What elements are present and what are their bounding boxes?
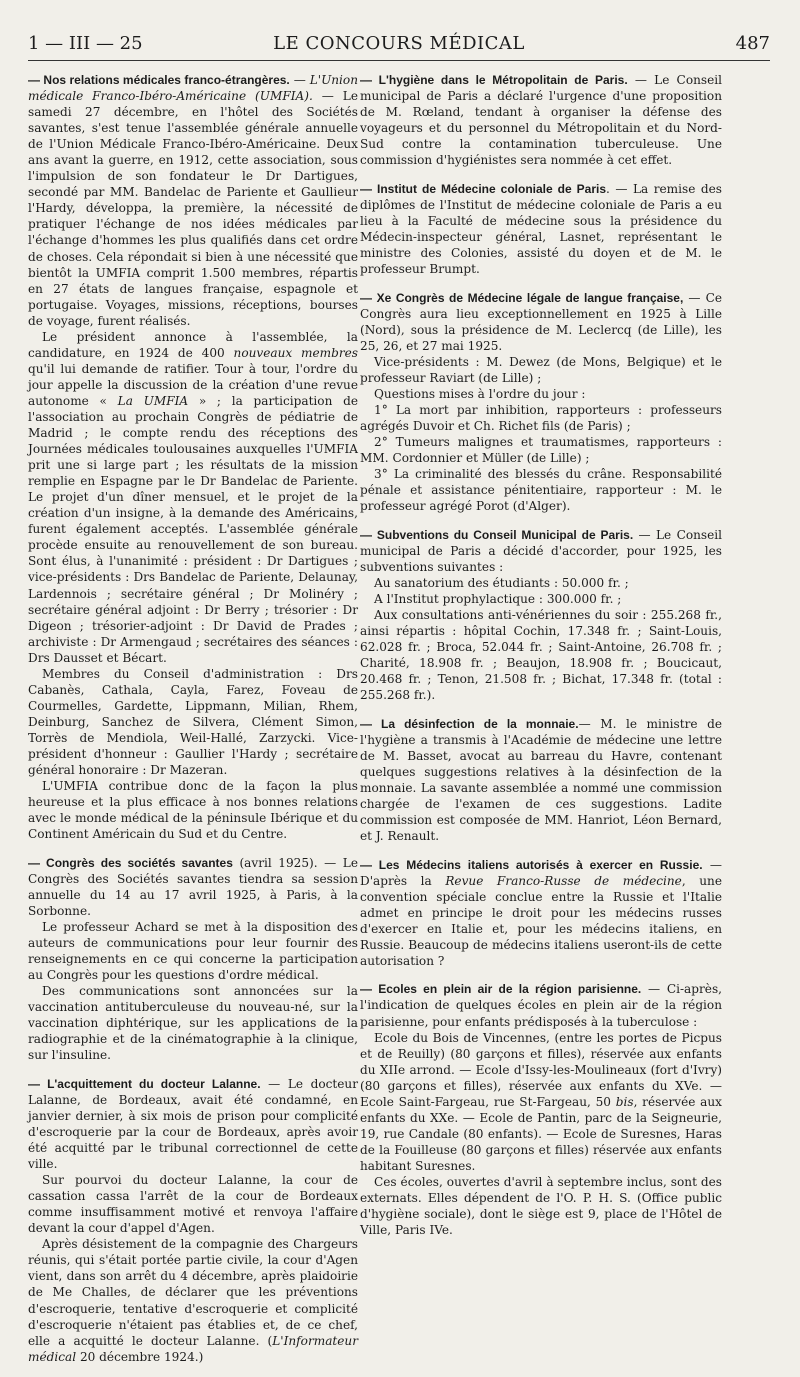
page-header: [28, 33, 770, 59]
list-item: Au sanatorium des étudiants : 50.000 fr. ;: [374, 575, 629, 590]
article-acquittement-lalanne: [28, 1076, 358, 1365]
article-paragraph: — Ecoles en plein air de la région parisienne. — Ci-après, l'indication de quelques écoles en plein air de la région parisienne, pour enfants prédisposés à la tuberculose :: [360, 982, 722, 1029]
header-rule: [28, 60, 770, 61]
left-column: [28, 72, 358, 1377]
article-congres-societes-savantes: [28, 855, 358, 1064]
article-paragraph: Vice-présidents : M. Dewez (de Mons, Belgique) et le professeur Raviart (de Lille) ;: [360, 354, 722, 385]
article-source: L'Informateur médical: [28, 1333, 358, 1364]
article-paragraph: — L'hygiène dans le Métropolitain de Paris. — Le Conseil municipal de Paris a déclaré l'urgence d'une proposition de M. Rœland, tendant à organiser la défense des voyageurs et du personnel du Métropolitain et du Nord-Sud contre la contamination tuberculeuse. Une commission d'hygiénistes sera nommée à cet effet.: [360, 73, 722, 168]
article-title: — Xe Congrès de Médecine légale de langue française,: [360, 290, 684, 305]
journal-title: LE CONCOURS MÉDICAL: [273, 33, 525, 54]
article-title: — L'hygiène dans le Métropolitain de Paris.: [360, 73, 628, 87]
article-paragraph: — La désinfection de la monnaie.— M. le ministre de l'hygiène a transmis à l'Académie de médecine une lettre de M. Basset, avocat au barreau du Havre, contenant quelques suggestions relatives à la désinfection de la monnaie. La savante assemblée a nommé une commission chargée de l'examen de ces suggestions. Ladite commission est composée de MM. Hanriot, Léon Bernard, et J. Renault.: [360, 716, 722, 844]
article-paragraph: — Congrès des sociétés savantes (avril 1925). — Le Congrès des Sociétés savantes tiendra sa session annuelle du 14 au 17 avril 1925, à Paris, à la Sorbonne.: [28, 855, 358, 918]
article-title: — L'acquittement du docteur Lalanne.: [28, 1076, 261, 1091]
article-paragraph: — Xe Congrès de Médecine légale de langue française, — Ce Congrès aura lieu exceptionnellement en 1925 à Lille (Nord), sous la présidence de M. Leclercq (de Lille), les 25, 26, et 27 mai 1925.: [360, 290, 722, 353]
article-paragraph: Sur pourvoi du docteur Lalanne, la cour de cassation cassa l'arrêt de la cour de Bordeaux comme insuffisamment motivé et renvoya l'affaire devant la cour d'appel d'Agen.: [28, 1173, 358, 1236]
list-item: A l'Institut prophylactique : 300.000 fr. ;: [374, 591, 622, 606]
article-title: — Institut de Médecine coloniale de Paris: [360, 181, 607, 196]
article-paragraph: — Les Médecins italiens autorisés à exercer en Russie. — D'après la Revue Franco-Russe de médecine, une convention spéciale conclue entre la Russie et l'Italie admet en principe le droit pour les médecins russes d'exercer en Italie et, pour les médecins italiens, en Russie. Beaucoup de médecins italiens useront-ils de cette autorisation ?: [360, 857, 722, 968]
article-institut-medecine-coloniale: [360, 181, 722, 277]
article-paragraph: — L'acquittement du docteur Lalanne. — Le docteur Lalanne, de Bordeaux, avait été condamné, en janvier dernier, à six mois de prison pour complicité d'escroquerie par la cour de Bordeaux, après avoir été acquitté par le tribunal correctionnel de cette ville.: [28, 1076, 358, 1172]
list-item: 3° La criminalité des blessés du crâne. Responsabilité pénale et assistance pénitentiaire, rapporteur : M. le professeur agrégé Porot (d'Alger).: [360, 467, 722, 514]
right-column: [360, 72, 722, 1251]
article-title: — Subventions du Conseil Municipal de Paris.: [360, 527, 634, 542]
article-hygiene-metropolitain: [360, 72, 722, 168]
article-title: — Congrès des sociétés savantes: [28, 855, 233, 870]
article-paragraph: — Subventions du Conseil Municipal de Paris. — Le Conseil municipal de Paris a décidé d'accorder, pour 1925, les subventions suivantes :: [360, 527, 722, 574]
article-umfia: [28, 72, 358, 842]
list-item: Aux consultations anti-vénériennes du soir : 255.268 fr., ainsi répartis : hôpital Cochin, 17.348 fr. ; Saint-Louis, 62.028 fr. ; Broca, 52.044 fr. ; Saint-Antoine, 26.708 fr. ; Charité, 18.908 fr. ; Beaujon, 18.908 fr. ; Boucicaut, 20.468 fr. ; Tenon, 21.508 fr. ; Bichat, 17.348 fr. (total : 255.268 fr.).: [360, 607, 722, 703]
article-paragraph: — Nos relations médicales franco-étrangères. — L'Union médicale Franco-Ibéro-Américaine (UMFIA). — Le samedi 27 décembre, en l'hôtel des Sociétés savantes, s'est tenue l'assemblée générale annuelle de l'Union Médicale Franco-Ibéro-Américaine. Deux ans avant la guerre, en 1912, cette association, sous l'impulsion de son fondateur le Dr Dartigues, secondé par MM. Bandelac de Pariente et Gaullieur l'Hardy, développa, la première, la nécessité de pratiquer l'échange de nos idées médicales par l'échange d'hommes les plus qualifiés dans cet ordre de choses. Cela répondait si bien à une nécessité que bientôt la UMFIA comprit 1.500 membres, répartis en 27 états de langues française, espagnole et portugaise. Voyages, missions, réceptions, bourses de voyage, furent réalisés.: [28, 73, 358, 328]
article-paragraph: Membres du Conseil d'administration : Drs Cabanès, Cathala, Cayla, Farez, Foveau de Courmelles, Gardette, Lippmann, Milian, Rhem, Deinburg, Sanchez de Silvera, Clément Simon, Torrès de Mendiola, Weil-Hallé, Zarzycki. Vice-président d'honneur : Gaullier l'Hardy ; secrétaire général honoraire : Dr Mazeran.: [28, 666, 358, 778]
article-paragraph: Des communications sont annoncées sur la vaccination antituberculeuse du nouveau-né, sur la vaccination diphtérique, sur les applications de la radiographie et de la cinématographie à la clinique, sur l'insuline.: [28, 984, 358, 1063]
article-paragraph: Le président annonce à l'assemblée, la candidature, en 1924 de 400 nouveaux membres qu'il lui demande de ratifier. Tour à tour, l'ordre du jour appelle la discussion de la création d'une revue autonome « La UMFIA » ; la participation de l'association au prochain Congrès de pédiatrie de Madrid ; le compte rendu des réceptions des Journées médicales toulousaines auxquelles l'UMFIA prit une si large part ; les résultats de la mission remplie en Espagne par le Dr Bandelac de Pariente. Le projet d'un dîner mensuel, et le projet de la création d'un insigne, à la demande des Américains, furent également acceptés. L'assemblée générale procède ensuite au renouvellement de son bureau. Sont élus, à l'unanimité : président : Dr Dartigues ; vice-présidents : Drs Bandelac de Pariente, Delaunay, Lardennois ; secrétaire général ; Dr Molinéry ; secrétaire général adjoint : Dr Berry ; trésorier : Dr Digeon ; trésorier-adjoint : Dr David de Prades ; archiviste : Dr Armengaud ; secrétaires des séances : Drs Dausset et Bécart.: [28, 329, 358, 665]
article-subventions: [360, 527, 722, 704]
article-medecins-italiens: [360, 857, 722, 969]
article-title: — Ecoles en plein air de la région parisienne.: [360, 982, 642, 997]
article-title: — Les Médecins italiens autorisés à exercer en Russie.: [360, 857, 703, 872]
article-paragraph: Ecole du Bois de Vincennes, (entre les portes de Picpus et de Reuilly) (80 garçons et filles), réservée aux enfants du XIIe arrond. — Ecole d'Issy-les-Moulineaux (fort d'Ivry) (80 garçons et filles), réservée aux enfants du XVe. — Ecole Saint-Fargeau, rue St-Fargeau, 50 bis, réservée aux enfants du XXe. — Ecole de Pantin, parc de la Seigneurie, 19, rue Candale (80 enfants). — Ecole de Suresnes, Haras de la Fouilleuse (80 garçons et filles) réservée aux enfants habitant Suresnes.: [360, 1030, 722, 1173]
article-ecoles-plein-air: [360, 981, 722, 1238]
article-title: — Nos relations médicales franco-étrangères.: [28, 73, 290, 87]
article-paragraph: Ces écoles, ouvertes d'avril à septembre inclus, sont des externats. Elles dépendent de l'O. P. H. S. (Office public d'hygiène sociale), dont le siège est 9, place de l'Hôtel de Ville, Paris IVe.: [360, 1175, 722, 1238]
list-item: 2° Tumeurs malignes et traumatismes, rapporteurs : MM. Cordonnier et Müller (de Lille) ;: [360, 434, 722, 466]
article-paragraph: L'UMFIA contribue donc de la façon la plus heureuse et la plus efficace à nos bonnes relations avec le monde médical de la péninsule Ibérique et du Continent Américain du Sud et du Centre.: [28, 779, 358, 842]
issue-date: 1 — III — 25: [28, 33, 143, 54]
article-title: — La désinfection de la monnaie.: [360, 716, 579, 731]
article-congres-medecine-legale: [360, 290, 722, 515]
article-paragraph: Questions mises à l'ordre du jour :: [374, 386, 586, 401]
article-source: L'Union médicale Franco-Ibéro-Américaine (UMFIA).: [28, 73, 358, 104]
page-number: 487: [735, 33, 770, 54]
article-source: Revue Franco-Russe de médecine: [445, 873, 682, 888]
list-item: 1° La mort par inhibition, rapporteurs : professeurs agrégés Duvoir et Ch. Richet fils (de Paris) ;: [360, 402, 722, 433]
article-paragraph: Le professeur Achard se met à la disposition des auteurs de communications pour leur fournir des renseignements en ce qui concerne la participation au Congrès pour les questions d'ordre médical.: [28, 919, 358, 983]
article-desinfection-monnaie: [360, 716, 722, 844]
article-paragraph: — Institut de Médecine coloniale de Paris. — La remise des diplômes de l'Institut de médecine coloniale de Paris a eu lieu à la Faculté de médecine sous la présidence du Médecin-inspecteur général, Lasnet, représentant le ministre des Colonies, assisté du doyen et de M. le professeur Brumpt.: [360, 181, 722, 277]
article-paragraph: Après désistement de la compagnie des Chargeurs réunis, qui s'était portée partie civile, la cour d'Agen vient, dans son arrêt du 4 décembre, après plaidoirie de Me Challes, de déclarer que les préventions d'escroquerie, tentative d'escroquerie et complicité d'escroquerie n'étaient pas établies et, de ce chef, elle a acquitté le docteur Lalanne. (L'Informateur médical 20 décembre 1924.): [28, 1237, 358, 1364]
